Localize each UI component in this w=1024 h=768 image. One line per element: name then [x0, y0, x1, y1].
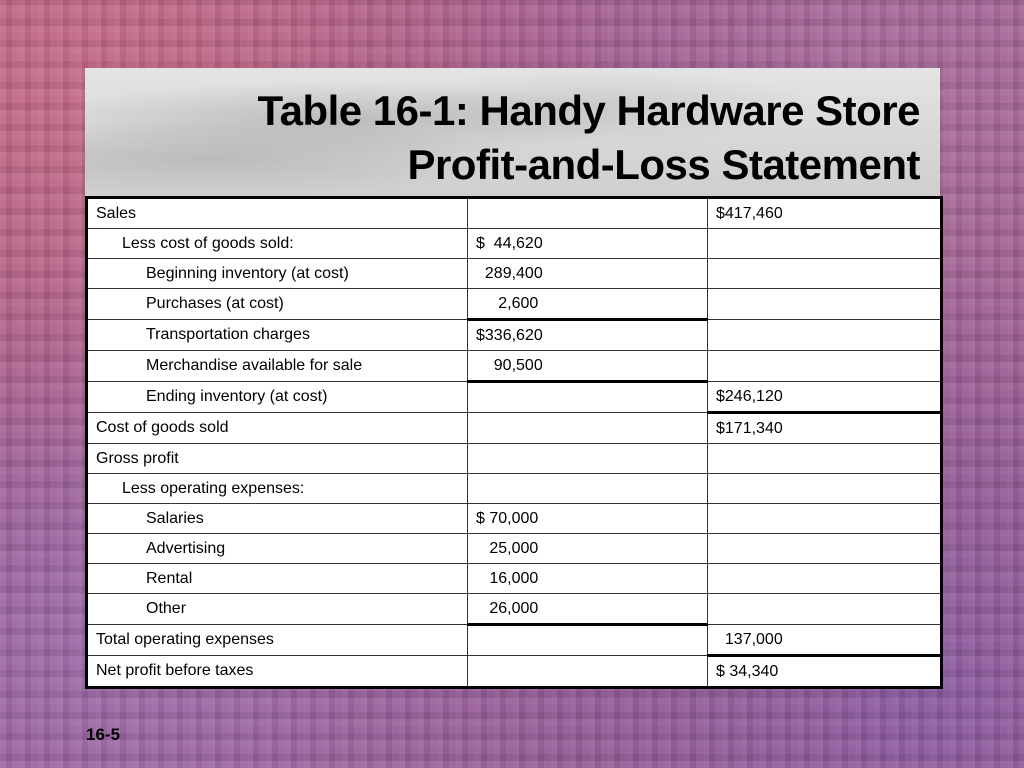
row-label: Salaries [87, 504, 468, 534]
slide-title-line-2: Profit-and-Loss Statement [407, 141, 920, 188]
table-row [87, 259, 942, 289]
row-total: 137,000 [708, 625, 942, 656]
row-amount [468, 413, 708, 444]
table-row [87, 229, 942, 259]
slide-number: 16-5 [86, 725, 121, 744]
table-row [87, 289, 942, 320]
row-label: Beginning inventory (at cost) [87, 259, 468, 289]
table-row [87, 594, 942, 625]
table-row [87, 444, 942, 474]
row-label: Gross profit [87, 444, 468, 474]
table-row [87, 382, 942, 413]
row-label: Sales [87, 198, 468, 229]
table-row [87, 625, 942, 656]
table-row [87, 198, 942, 229]
row-amount [468, 474, 708, 504]
row-amount: $ 70,000 [468, 504, 708, 534]
row-total [708, 351, 942, 382]
row-total [708, 289, 942, 320]
row-label: Cost of goods sold [87, 413, 468, 444]
row-total [708, 534, 942, 564]
row-total: $246,120 [708, 382, 942, 413]
row-label: Less cost of goods sold: [87, 229, 468, 259]
table-row [87, 656, 942, 688]
row-amount: 16,000 [468, 564, 708, 594]
row-amount: $ 44,620 [468, 229, 708, 259]
table-row [87, 413, 942, 444]
row-label: Ending inventory (at cost) [87, 382, 468, 413]
table-row [87, 351, 942, 382]
row-amount: 289,400 [468, 259, 708, 289]
row-label: Less operating expenses: [87, 474, 468, 504]
row-label: Other [87, 594, 468, 625]
row-amount: 2,600 [468, 289, 708, 320]
row-total: $171,340 [708, 413, 942, 444]
row-amount: 90,500 [468, 351, 708, 382]
table-row [87, 564, 942, 594]
row-label: Total operating expenses [87, 625, 468, 656]
profit-and-loss-table [85, 196, 943, 689]
row-total: $ 34,340 [708, 656, 942, 688]
row-label: Transportation charges [87, 320, 468, 351]
row-label: Rental [87, 564, 468, 594]
slide-title-line-1: Table 16-1: Handy Hardware Store [257, 87, 920, 134]
row-amount: 26,000 [468, 594, 708, 625]
table-row [87, 320, 942, 351]
row-amount [468, 656, 708, 688]
row-total [708, 474, 942, 504]
row-amount [468, 198, 708, 229]
title-panel [85, 68, 940, 196]
row-total [708, 594, 942, 625]
row-total [708, 229, 942, 259]
row-total [708, 444, 942, 474]
table-row [87, 534, 942, 564]
row-total [708, 320, 942, 351]
row-amount [468, 444, 708, 474]
row-amount [468, 382, 708, 413]
row-total [708, 504, 942, 534]
row-total [708, 259, 942, 289]
row-label: Purchases (at cost) [87, 289, 468, 320]
row-amount: 25,000 [468, 534, 708, 564]
row-total [708, 564, 942, 594]
row-label: Net profit before taxes [87, 656, 468, 688]
row-label: Advertising [87, 534, 468, 564]
row-amount: $336,620 [468, 320, 708, 351]
table-row [87, 474, 942, 504]
row-label: Merchandise available for sale [87, 351, 468, 382]
slide-title [258, 84, 920, 192]
row-amount [468, 625, 708, 656]
table-row [87, 504, 942, 534]
row-total: $417,460 [708, 198, 942, 229]
